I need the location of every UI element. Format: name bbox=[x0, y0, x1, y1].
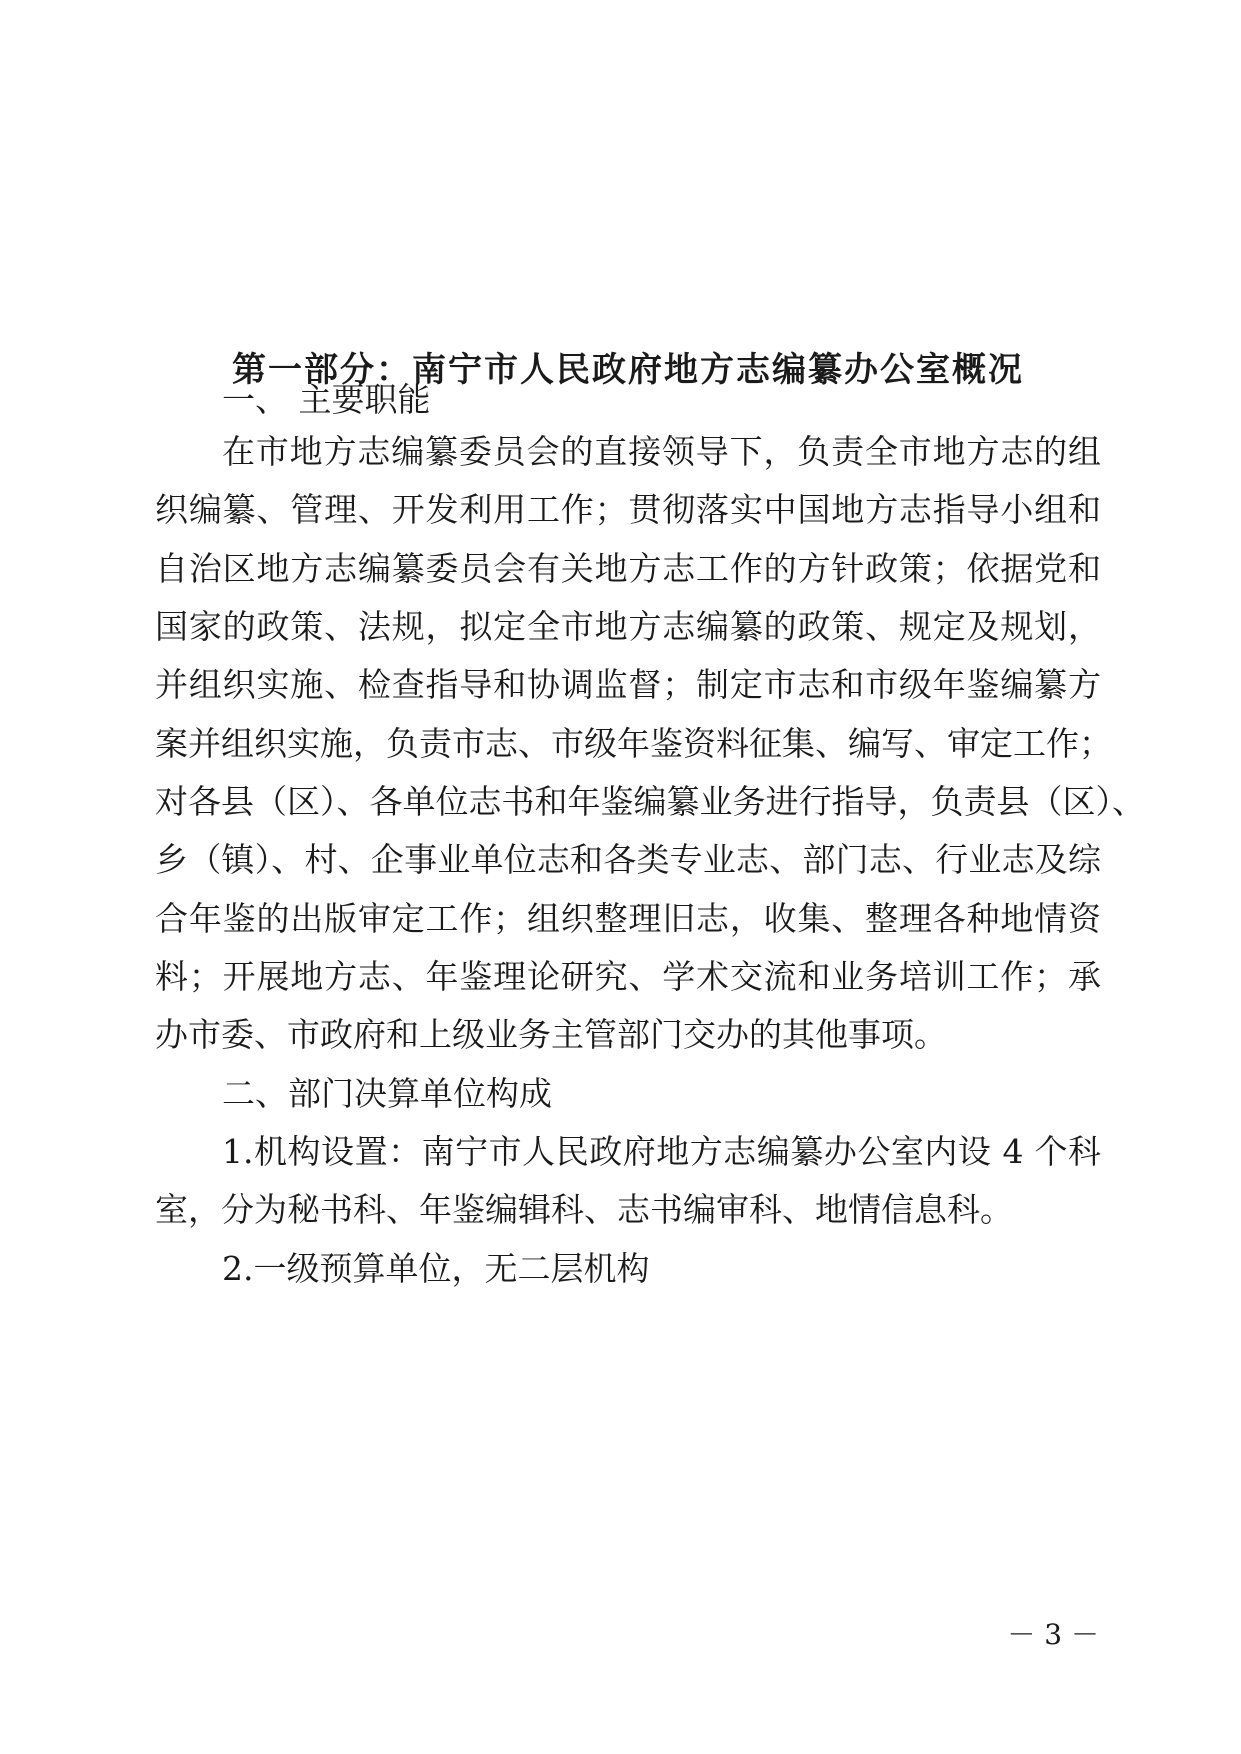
paragraph-line: 1.机构设置：南宁市人民政府地方志编纂办公室内设 4 个科 bbox=[222, 1132, 1101, 1171]
paragraph-line: 案并组织实施，负责市志、市级年鉴资料征集、编写、审定工作； bbox=[155, 724, 1112, 763]
paragraph-line: 办市委、市政府和上级业务主管部门交办的其他事项。 bbox=[155, 1015, 947, 1054]
paragraph-line: 合年鉴的出版审定工作；组织整理旧志，收集、整理各种地情资 bbox=[155, 899, 1101, 938]
paragraph-line: 乡（镇）、村、企事业单位志和各类专业志、部门志、行业志及综 bbox=[155, 840, 1101, 879]
section-heading-main-functions: 一、 主要职能 bbox=[222, 380, 431, 419]
list-item-budget-unit: 2.一级预算单位，无二层机构 bbox=[222, 1249, 650, 1288]
paragraph-line: 对各县（区）、各单位志书和年鉴编纂业务进行指导，负责县（区）、 bbox=[155, 782, 1145, 821]
paragraph-line: 料；开展地方志、年鉴理论研究、学术交流和业务培训工作；承 bbox=[155, 957, 1101, 996]
paragraph-line: 并组织实施、检查指导和协调监督；制定市志和市级年鉴编纂方 bbox=[155, 665, 1101, 704]
section-heading-unit-composition: 二、部门决算单位构成 bbox=[222, 1074, 552, 1113]
paragraph-line: 国家的政策、法规，拟定全市地方志编纂的政策、规定及规划， bbox=[155, 607, 1101, 646]
page-title: 第一部分：南宁市人民政府地方志编纂办公室概况 bbox=[232, 350, 1024, 390]
paragraph-line: 织编纂、管理、开发利用工作；贯彻落实中国地方志指导小组和 bbox=[155, 490, 1101, 529]
paragraph-line: 室，分为秘书科、年鉴编辑科、志书编审科、地情信息科。 bbox=[155, 1190, 1013, 1229]
page-number: － 3 － bbox=[1007, 1618, 1099, 1651]
paragraph-line: 自治区地方志编纂委员会有关地方志工作的方针政策；依据党和 bbox=[155, 549, 1101, 588]
paragraph-line: 在市地方志编纂委员会的直接领导下，负责全市地方志的组 bbox=[222, 432, 1101, 471]
